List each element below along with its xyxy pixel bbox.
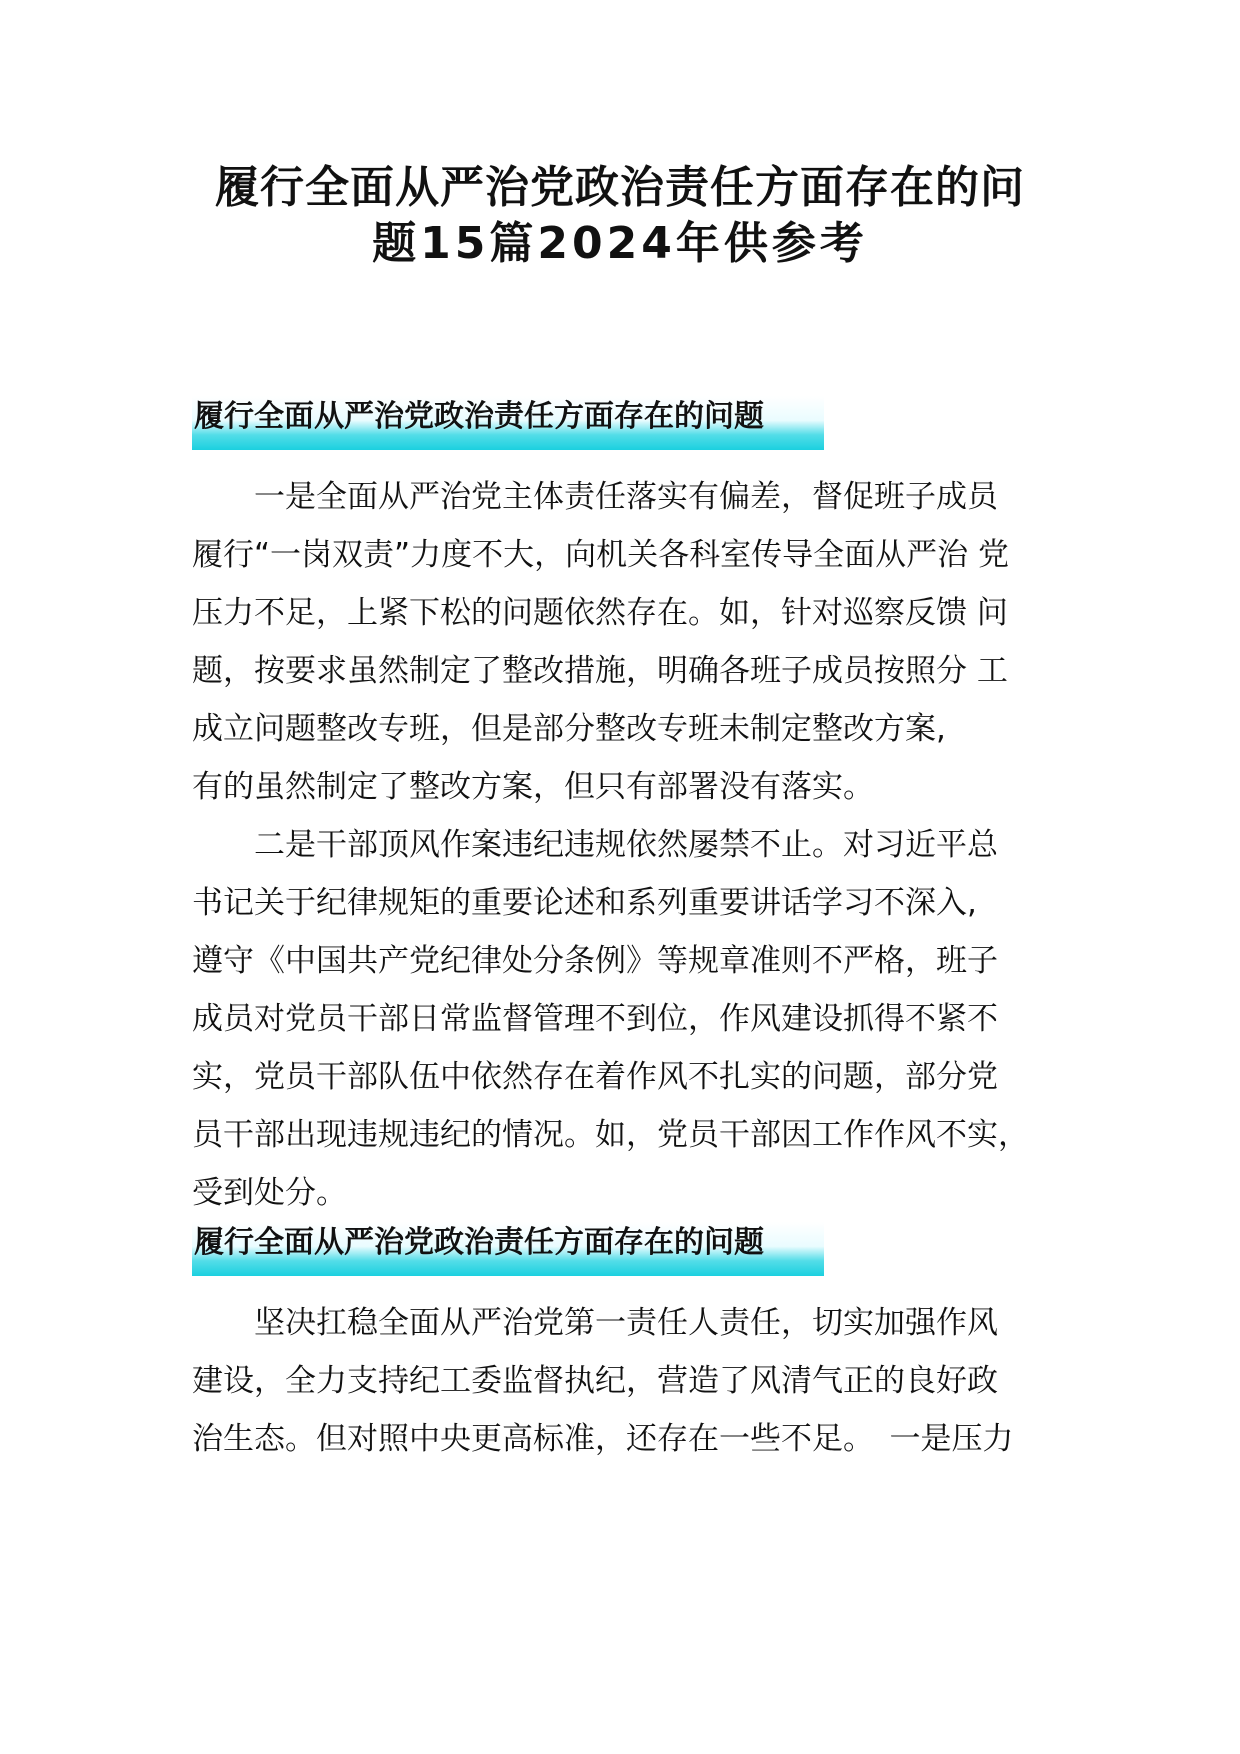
paragraph-line: 压力不足，上紧下松的问题依然存在。如，针对巡察反馈 问 [192,595,1008,631]
paragraph-line: 受到处分。 [192,1175,347,1211]
paragraph-line: 成立问题整改专班，但是部分整改专班未制定整改方案, [192,711,946,747]
paragraph-line: 有的虽然制定了整改方案，但只有部署没有落实。 [192,769,874,805]
paragraph-1 [192,468,1068,816]
paragraph-line: 坚决扛稳全面从严治党第一责任人责任，切实加强作风 [192,1305,998,1341]
paragraph-line: 成员对党员干部日常监督管理不到位，作风建设抓得不紧不 [192,1001,998,1037]
paragraph-line: 治生态。但对照中央更高标准，还存在一些不足。 一是压力 [192,1421,1014,1457]
section-heading-2 [192,1222,824,1276]
section-heading-1 [192,396,824,450]
paragraph-line: 员干部出现违规违纪的情况。如，党员干部因工作作风不实， [192,1117,1029,1153]
paragraph-line: 一是全面从严治党主体责任落实有偏差，督促班子成员 [192,479,998,515]
paragraph-line: 履行“一岗双责”力度不大，向机关各科室传导全面从严治 党 [192,537,1009,573]
paragraph-line: 二是干部顶风作案违纪违规依然屡禁不止。对习近平总 [192,827,998,863]
paragraph-line: 题，按要求虽然制定了整改措施，明确各班子成员按照分 工 [192,653,1008,689]
section-heading-1-text: 履行全面从严治党政治责任方面存在的问题 [194,399,764,434]
paragraph-3 [192,1294,1068,1468]
paragraph-line: 建设，全力支持纪工委监督执纪，营造了风清气正的良好政 [192,1363,998,1399]
paragraph-line: 实，党员干部队伍中依然存在着作风不扎实的问题，部分党 [192,1059,998,1095]
document-title-line-2: 题15篇2024年供参考 [372,218,868,269]
paragraph-line: 遵守《中国共产党纪律处分条例》等规章准则不严格，班子 [192,943,998,979]
document-title-line-1: 履行全面从严治党政治责任方面存在的问 [215,162,1025,213]
section-heading-2-text: 履行全面从严治党政治责任方面存在的问题 [194,1225,764,1260]
paragraph-line: 书记关于纪律规矩的重要论述和系列重要讲话学习不深入, [192,885,977,921]
paragraph-2 [192,816,1068,1222]
